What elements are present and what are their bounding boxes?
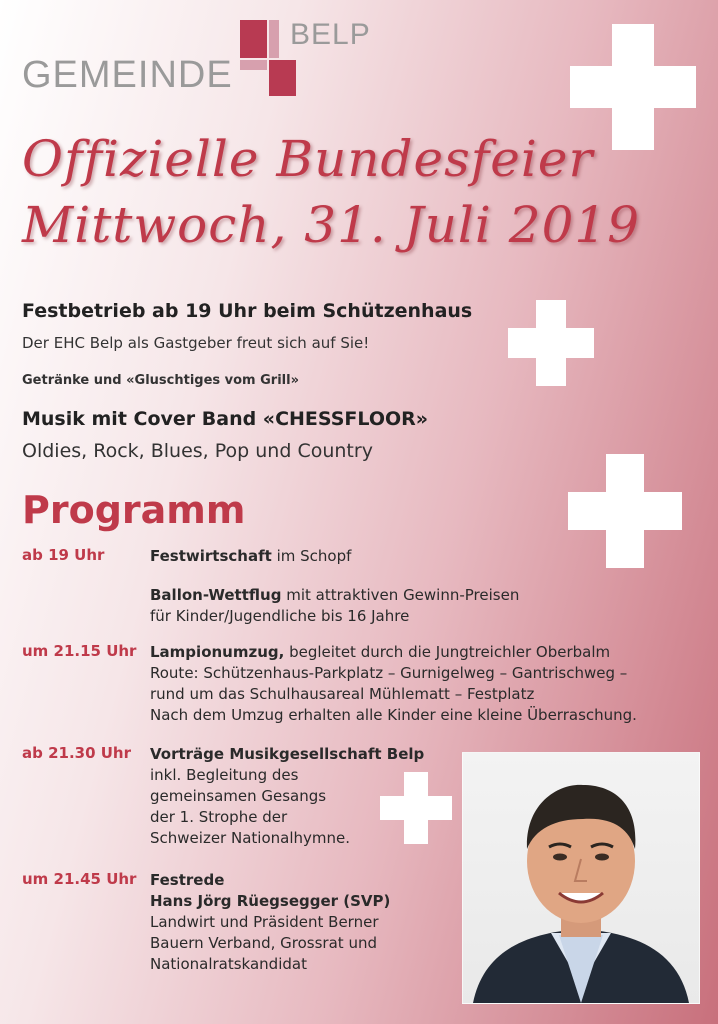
- speaker-portrait-icon: [463, 753, 699, 1003]
- program-entry: [150, 642, 637, 726]
- festbetrieb-title: Festbetrieb ab 19 Uhr beim Schützenhaus: [22, 300, 473, 322]
- speaker-photo: [462, 752, 700, 1004]
- entry-text: Schweizer Nationalhymne.: [150, 829, 350, 847]
- entry-title: Vorträge Musikgesellschaft Belp: [150, 745, 425, 763]
- swiss-cross-icon: [568, 454, 682, 568]
- host-text: Der EHC Belp als Gastgeber freut sich auf Sie!: [22, 334, 370, 352]
- logo-text: GEMEINDE: [22, 54, 233, 96]
- logo-belp: BELP: [290, 18, 371, 51]
- program-entry: [150, 546, 351, 567]
- entry-text: gemeinsamen Gesangs: [150, 787, 327, 805]
- entry-text: inkl. Begleitung des: [150, 766, 299, 784]
- entry-text: Bauern Verband, Grossrat und: [150, 934, 377, 952]
- entry-title: Lampionumzug,: [150, 643, 285, 661]
- program-time: ab 19 Uhr: [22, 546, 105, 564]
- entry-title: Ballon-Wettflug: [150, 586, 282, 604]
- speaker-name: Hans Jörg Rüegsegger (SVP): [150, 892, 391, 910]
- music-genres: Oldies, Rock, Blues, Pop und Country: [22, 440, 373, 462]
- program-time: um 21.15 Uhr: [22, 642, 137, 660]
- headline-date: Mittwoch, 31. Juli 2019: [22, 196, 641, 254]
- program-time: um 21.45 Uhr: [22, 870, 137, 888]
- programm-heading: Programm: [22, 488, 246, 532]
- entry-text: Landwirt und Präsident Berner: [150, 913, 379, 931]
- entry-title: Festrede: [150, 871, 225, 889]
- entry-text: begleitet durch die Jungtreichler Oberbalm: [284, 643, 611, 661]
- program-entry: [150, 870, 390, 975]
- entry-text: im Schopf: [271, 547, 352, 565]
- program-entry: [150, 585, 519, 627]
- entry-text: Nach dem Umzug erhalten alle Kinder eine kleine Überraschung.: [150, 706, 637, 724]
- entry-text: Route: Schützenhaus-Parkplatz – Gurnigelweg – Gantrischweg –: [150, 664, 628, 682]
- program-entry: [150, 744, 424, 849]
- program-time: ab 21.30 Uhr: [22, 744, 132, 762]
- music-title: Musik mit Cover Band «CHESSFLOOR»: [22, 408, 429, 430]
- gemeinde-belp-logo-icon: [240, 20, 296, 96]
- entry-text: für Kinder/Jugendliche bis 16 Jahre: [150, 607, 410, 625]
- headline-title: Offizielle Bundesfeier: [22, 130, 594, 188]
- food-text: Getränke und «Gluschtiges vom Grill»: [22, 373, 299, 388]
- swiss-cross-icon: [508, 300, 594, 386]
- entry-text: der 1. Strophe der: [150, 808, 288, 826]
- entry-text: rund um das Schulhausareal Mühlematt – Festplatz: [150, 685, 535, 703]
- entry-text: mit attraktiven Gewinn-Preisen: [281, 586, 520, 604]
- entry-text: Nationalratskandidat: [150, 955, 307, 973]
- entry-title: Festwirtschaft: [150, 547, 272, 565]
